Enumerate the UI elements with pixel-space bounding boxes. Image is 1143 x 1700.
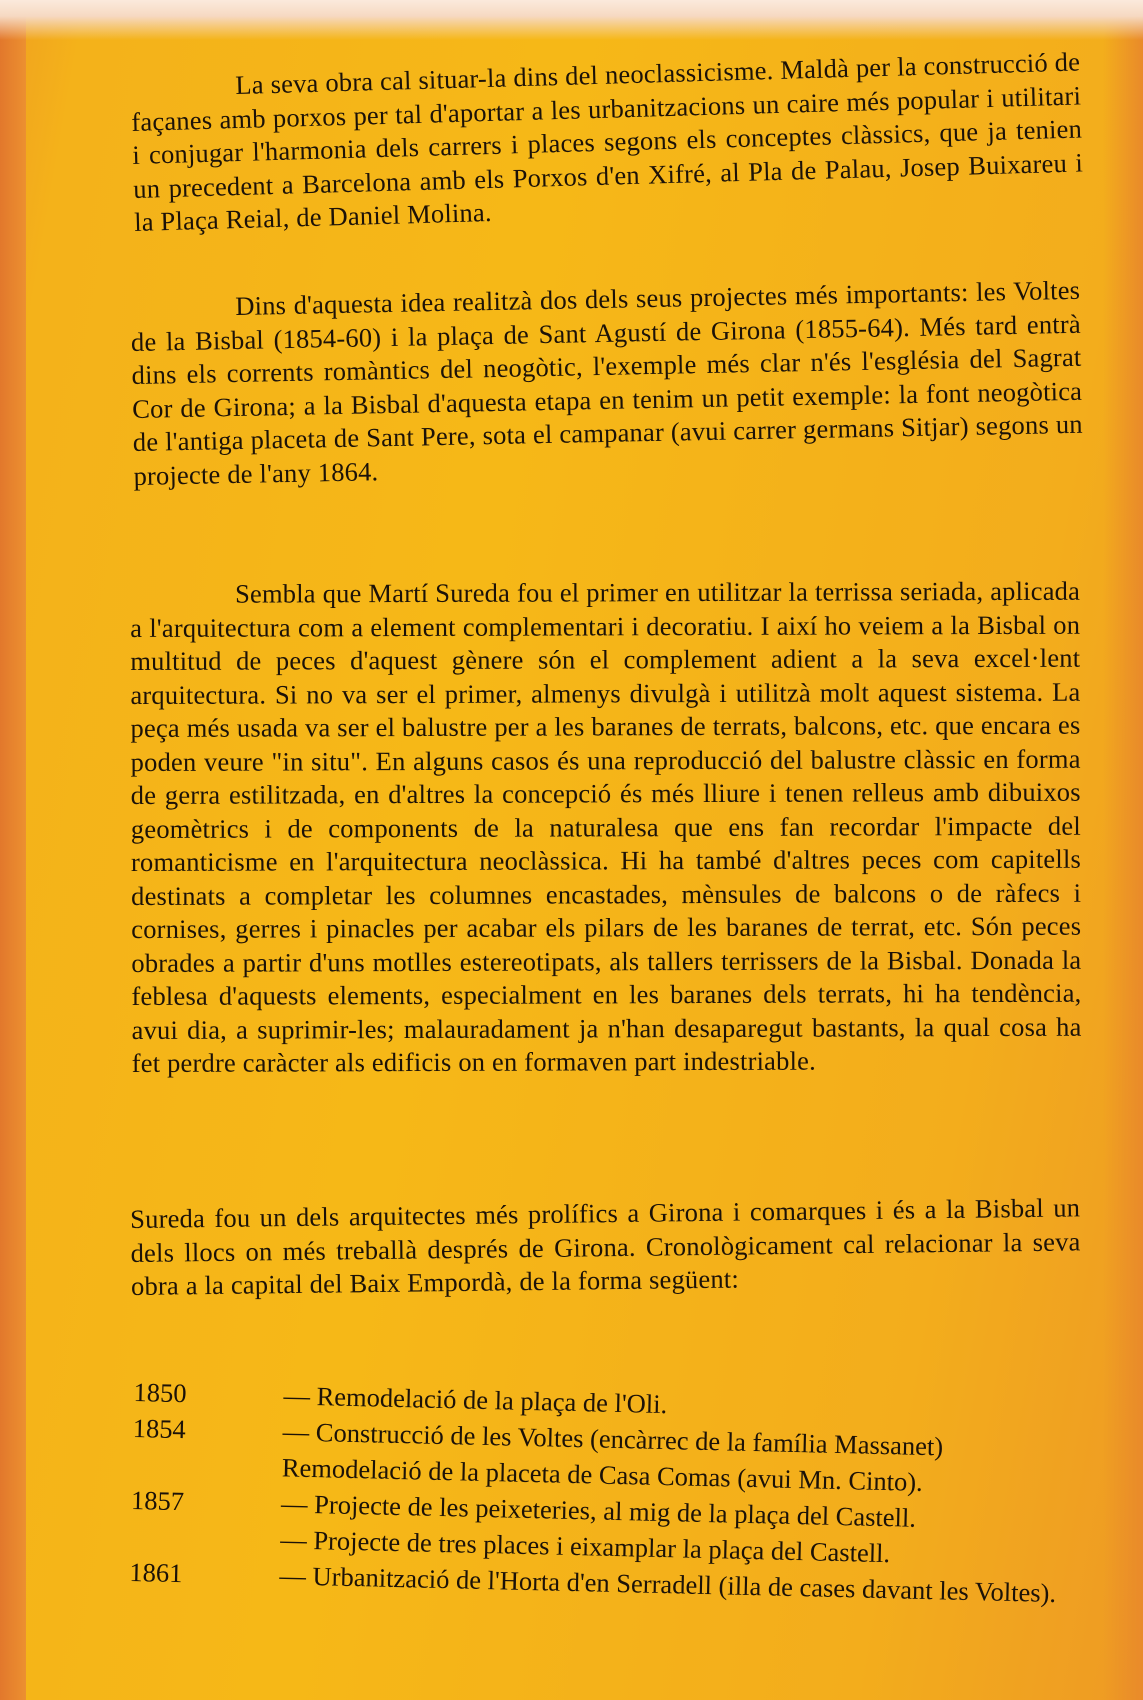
page-left-edge <box>0 0 26 1700</box>
paragraph-text: Sembla que Martí Sureda fou el primer en utilitzar la terrissa seriada, aplicada a l'arquitectura com a element complementari i decoratiu. I així ho veiem a la Bisbal on multitud de peces d'aquest gènere són el complement adient a la seva excel·lent arquitectura. Si no va ser el primer, almenys divulgà i utilitzà molt aquest sistema. La peça més usada va ser el balustre per a les baranes de terrats, balcons, etc. que encara es poden veure "in situ". En alguns casos és una reproducció del balustre clàssic en forma de gerra estilitzada, en d'altres la concepció és més lliure i tenen relleus amb dibuixos geomètrics i de components de la naturalesa que ens fan recordar l'impacte del romanticisme en l'arquitectura neoclàssica. Hi ha també d'altres peces com capitells destinats a completar les columnes encastades, mènsules de balcons o de ràfecs i cornises, gerres i pinacles per acabar els pilars de les baranes de terrat, etc. Són peces obrades a partir d'uns motlles estereotipats, als tallers terrissers de la Bisbal. Donada la feblesa d'aquests elements, especialment en les baranes dels terrats, hi ha tendència, avui dia, a suprimir-les; malauradament ja n'han desaparegut bastants, la qual cosa ha fet perdre caràcter als edificis on en formaven part indestriable. <box>130 575 1082 1078</box>
chronology-year: 1854 <box>132 1412 187 1445</box>
page-right-edge <box>1103 0 1143 1700</box>
paragraph-text: La seva obra cal situar-la dins del neoclassicisme. Maldà per la construcció de façanes amb porxos per tal d'aportar a les urbanitzacions un caire més popular i utilitari i conjugar l'harmonia dels carrers i places segons els conceptes clàssics, que ja tenien un precedent a Barcelona amb els Porxos d'en Xifré, al Pla de Palau, Josep Buixareu i la Plaça Reial, de Daniel Molina. <box>130 46 1084 237</box>
chronology-entry: Remodelació de la placeta de Casa Comas (avui Mn. Cinto). <box>281 1452 924 1497</box>
chronology-entry: — Projecte de tres places i eixamplar la plaça del Castell. <box>279 1524 891 1569</box>
paragraph-neoclassicism <box>130 45 1084 239</box>
chronology-entry: — Remodelació de la plaça de l'Oli. <box>283 1380 668 1420</box>
chronology-list <box>129 1374 1084 1611</box>
paragraph-projects <box>130 274 1084 493</box>
chronology-year: 1850 <box>133 1376 187 1409</box>
chronology-entry: — Urbanització de l'Horta d'en Serradell (illa de cases davant les Voltes). <box>279 1560 1057 1608</box>
paragraph-chronology-intro <box>130 1191 1081 1303</box>
chronology-entry: — Construcció de les Voltes (encàrrec de la família Massanet) <box>282 1416 944 1462</box>
paragraph-text: Sureda fou un dels arquitectes més prolífics a Girona i comarques i és a la Bisbal un dels llocs on més treballà després de Girona. Cronològicament cal relacionar la seva obra a la capital del Baix Empordà, de la forma següent: <box>130 1192 1081 1301</box>
paragraph-terracotta <box>130 575 1082 1081</box>
chronology-year: 1857 <box>130 1484 185 1517</box>
chronology-entry: — Projecte de les peixeteries, al mig de la plaça del Castell. <box>280 1488 917 1533</box>
chronology-year: 1861 <box>129 1556 183 1589</box>
page-top-edge <box>0 0 1143 40</box>
paragraph-text: Dins d'aquesta idea realitzà dos dels seus projectes més importants: les Voltes de la Bisbal (1854-60) i la plaça de Sant Agustí de Girona (1855-64). Més tard entrà dins els corrents romàntics del neogòtic, l'exemple més clar n'és l'església del Sagrat Cor de Girona; a la Bisbal d'aquesta etapa en tenim un petit exemple: la font neogòtica de l'antiga placeta de Sant Pere, sota el campanar (avui carrer germans Sitjar) segons un projecte de l'any 1864. <box>130 274 1083 491</box>
